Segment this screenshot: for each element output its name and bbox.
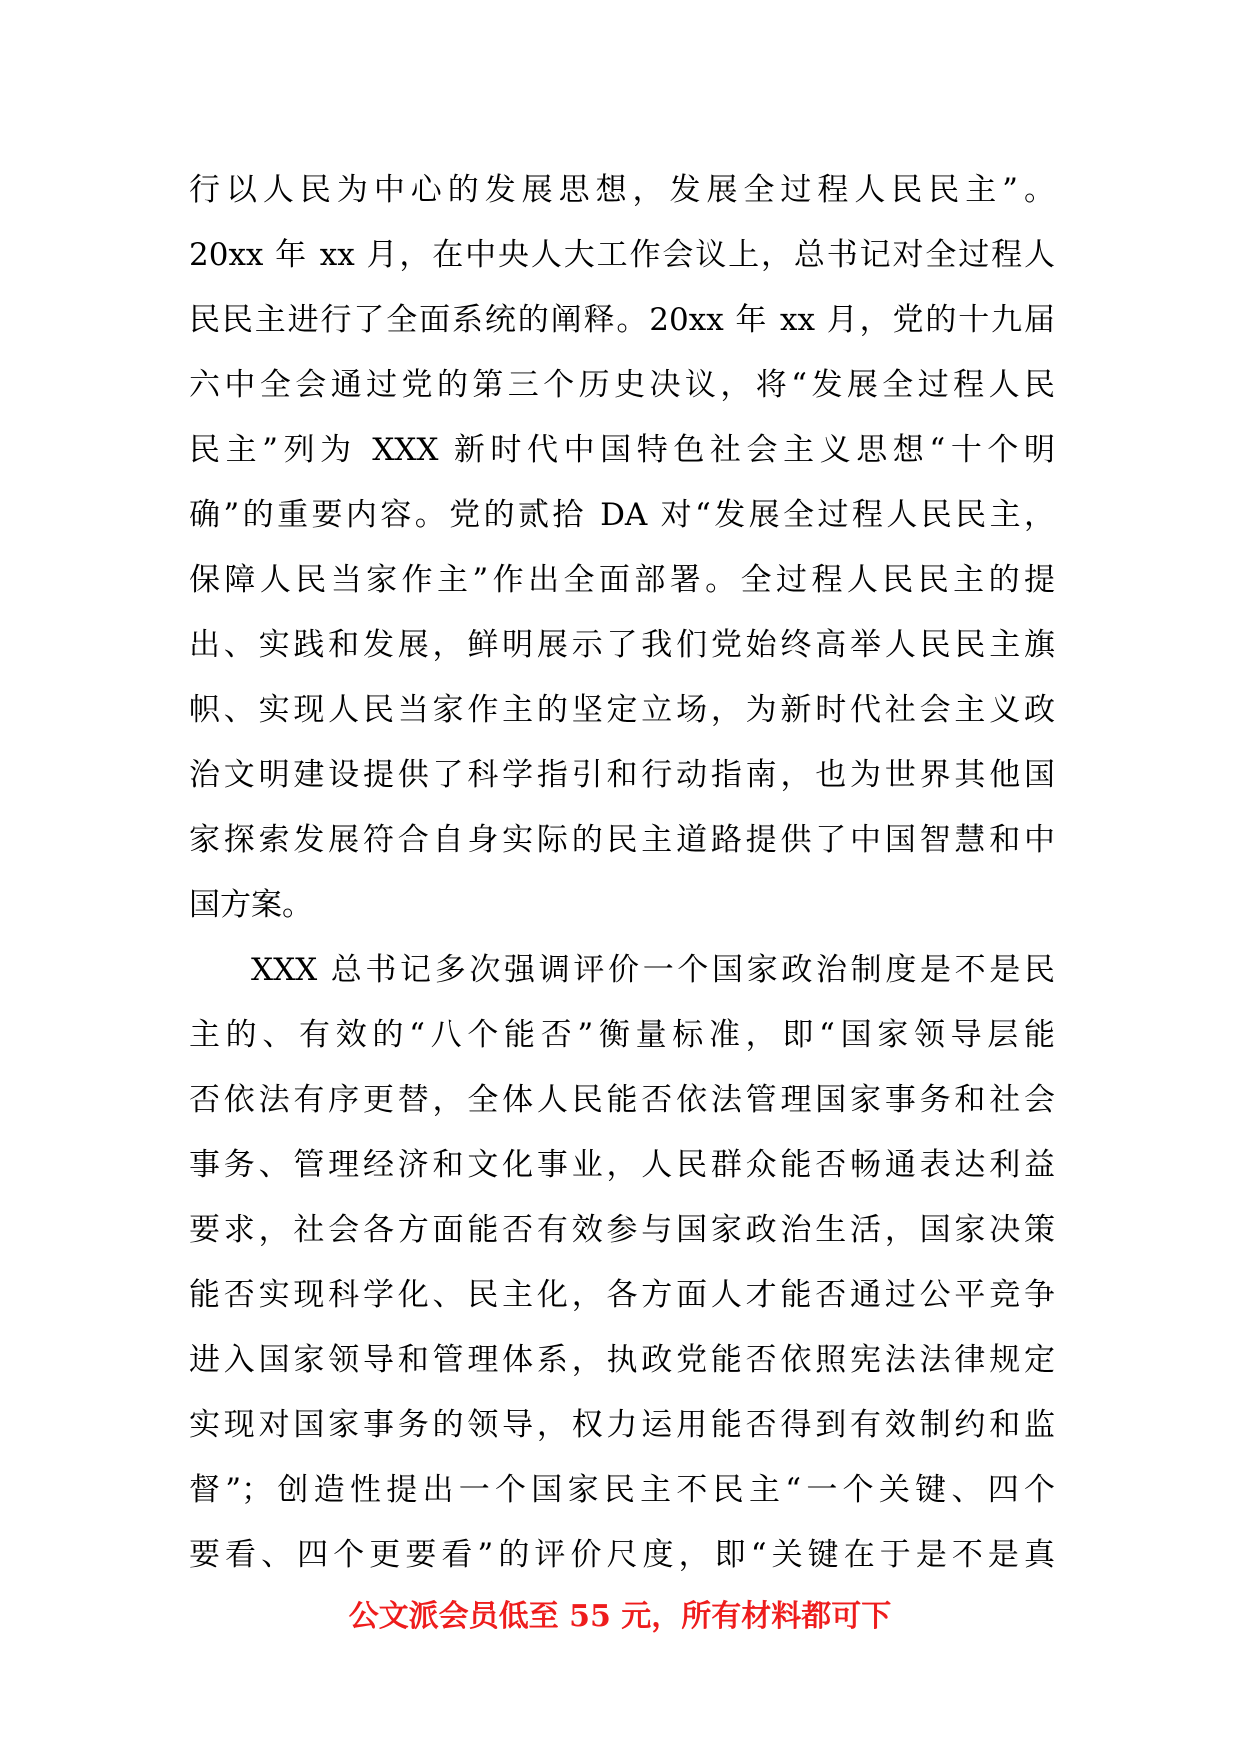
text-line: 实现对国家事务的领导，权力运用能否得到有效制约和监 xyxy=(189,1407,1055,1443)
text-line: 民民主进行了全面系统的阐释。20xx 年 xx 月，党的十九届 xyxy=(189,302,1055,338)
text-line: 家探索发展符合自身实际的民主道路提供了中国智慧和中 xyxy=(189,822,1055,858)
text-line: 行以人民为中心的发展思想，发展全过程人民民主”。 xyxy=(189,172,1055,208)
paragraph-first-line: XXX 总书记多次强调评价一个国家政治制度是不是民 xyxy=(251,952,1055,988)
text-line: 帜、实现人民当家作主的坚定立场，为新时代社会主义政 xyxy=(189,692,1055,728)
text-line: 否依法有序更替，全体人民能否依法管理国家事务和社会 xyxy=(189,1082,1055,1118)
text-line: 治文明建设提供了科学指引和行动指南，也为世界其他国 xyxy=(189,757,1055,793)
text-line: 确”的重要内容。党的贰拾 DA 对“发展全过程人民民主， xyxy=(189,497,1055,533)
document-body xyxy=(189,158,1055,1588)
text-line: 要求，社会各方面能否有效参与国家政治生活，国家决策 xyxy=(189,1212,1055,1248)
text-line: 督”；创造性提出一个国家民主不民主“一个关键、四个 xyxy=(189,1472,1055,1508)
text-line: 出、实践和发展，鲜明展示了我们党始终高举人民民主旗 xyxy=(189,627,1055,663)
text-line: 要看、四个更要看”的评价尺度，即“关键在于是不是真 xyxy=(189,1537,1055,1573)
promo-banner-text[interactable]: 公文派会员低至 55 元，所有材料都可下 xyxy=(348,1599,892,1634)
text-line: 保障人民当家作主”作出全面部署。全过程人民民主的提 xyxy=(189,562,1055,598)
text-line: 国方案。 xyxy=(189,887,313,923)
text-line: 民主”列为 XXX 新时代中国特色社会主义思想“十个明 xyxy=(189,432,1055,468)
text-line: 事务、管理经济和文化事业，人民群众能否畅通表达利益 xyxy=(189,1147,1055,1183)
text-line: 能否实现科学化、民主化，各方面人才能否通过公平竞争 xyxy=(189,1277,1055,1313)
text-line: 进入国家领导和管理体系，执政党能否依照宪法法律规定 xyxy=(189,1342,1055,1378)
text-line: 20xx 年 xx 月，在中央人大工作会议上，总书记对全过程人 xyxy=(189,237,1055,273)
text-line: 六中全会通过党的第三个历史决议，将“发展全过程人民 xyxy=(189,367,1055,403)
text-line: 主的、有效的“八个能否”衡量标准，即“国家领导层能 xyxy=(189,1017,1055,1053)
